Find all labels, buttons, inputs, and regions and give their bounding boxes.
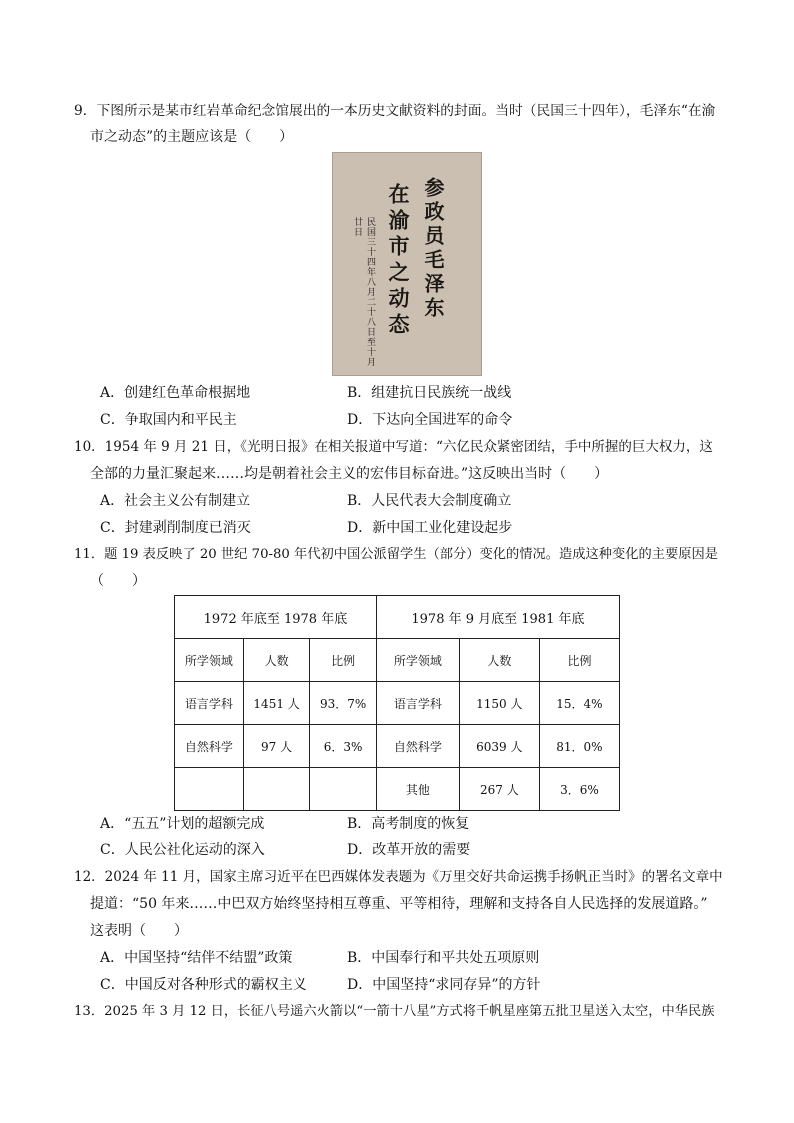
q10-option-c[interactable]: C．封建剥削制度已消灭 [100,520,251,536]
q12-stem-line2: 提道：“50 年来……中巴双方始终坚持相互尊重、平等相待，理解和支持各自人民选择的发展道路。” [90,896,708,912]
table-cell: 1150 人 [459,682,539,725]
q12-option-d[interactable]: D．中国坚持“求同存异”的方针 [347,977,541,993]
cover-title-col1: 参政员毛泽东 [421,177,445,321]
q11-option-d[interactable]: D．改革开放的需要 [347,842,471,858]
table-row [175,682,620,725]
table-header-row [175,639,620,682]
students-table [174,595,620,811]
table-cell: 自然科学 [376,725,459,768]
table-header-cell: 比例 [310,639,377,682]
table-cell: 其他 [376,768,459,811]
q11-stem-line1: 11．题 19 表反映了 20 世纪 70-80 年代初中国公派留学生（部分）变化的情况。造成这种变化的主要原因是 [74,547,719,562]
table-header-cell: 比例 [539,639,619,682]
q12-stem-line1: 12．2024 年 11 月，国家主席习近平在巴西媒体发表题为《万里交好共命运携手扬帆正当时》的署名文章中 [74,869,723,885]
table-cell: 267 人 [459,768,539,811]
q11-stem-line2: （ ） [90,573,146,589]
q10-option-b[interactable]: B．人民代表大会制度确立 [347,493,512,509]
q12-option-c[interactable]: C．中国反对各种形式的霸权主义 [100,977,307,993]
table-cell [175,768,244,811]
q10-option-d[interactable]: D．新中国工业化建设起步 [347,520,513,536]
table-cell: 6039 人 [459,725,539,768]
q10-stem-line2: 全部的力量汇聚起来……均是朝着社会主义的宏伟目标奋进。”这反映出当时（ ） [90,466,609,482]
table-cell: 15．4% [539,682,619,725]
table-cell: 语言学科 [175,682,244,725]
q12-stem-line3: 这表明（ ） [90,923,188,939]
q9-option-d[interactable]: D．下达向全国进军的命令 [347,412,513,428]
table-cell [310,768,377,811]
table-period-1: 1972 年底至 1978 年底 [175,596,377,639]
cover-date-col: 民国三十四年八月二十八日至十月廿日 [352,217,375,367]
table-cell: 自然科学 [175,725,244,768]
table-header-cell: 人数 [243,639,310,682]
table-cell: 93．7% [310,682,377,725]
q11-option-a[interactable]: A．“五五”计划的超额完成 [100,816,265,832]
table-cell: 3．6% [539,768,619,811]
q12-option-b[interactable]: B．中国奉行和平共处五项原则 [347,950,540,966]
table-row [175,725,620,768]
table-row [175,768,620,811]
table-header-cell: 人数 [459,639,539,682]
table-cell: 语言学科 [376,682,459,725]
q12-option-a[interactable]: A．中国坚持“结伴不结盟”政策 [100,950,293,966]
table-cell: 1451 人 [243,682,310,725]
table-header-cell: 所学领域 [376,639,459,682]
q9-option-a[interactable]: A．创建红色革命根据地 [100,385,251,401]
book-cover-image [332,152,482,376]
q9-option-c[interactable]: C．争取国内和平民主 [100,412,237,428]
q11-option-c[interactable]: C．人民公社化运动的深入 [100,842,265,858]
cover-title-col2: 在渝市之动态 [386,183,411,339]
q9-stem-line2: 市之动态”的主题应该是（ ） [90,129,294,145]
q10-option-a[interactable]: A．社会主义公有制建立 [100,493,251,509]
table-header-cell: 所学领域 [175,639,244,682]
q13-stem-line1: 13．2025 年 3 月 12 日，长征八号遥六火箭以“一箭十八星”方式将千帆星座第五批卫星送入太空，中华民族 [74,1004,715,1019]
table-cell: 81．0% [539,725,619,768]
q9-stem-line1: 9．下图所示是某市红岩革命纪念馆展出的一本历史文献资料的封面。当时（民国三十四年），毛泽东“在渝 [74,103,716,119]
q11-option-b[interactable]: B．高考制度的恢复 [347,816,470,832]
table-period-2: 1978 年 9 月底至 1981 年底 [376,596,619,639]
q9-option-b[interactable]: B．组建抗日民族统一战线 [347,385,512,401]
table-cell: 97 人 [243,725,310,768]
q10-stem-line1: 10．1954 年 9 月 21 日，《光明日报》在相关报道中写道：“六亿民众紧密团结，手中所握的巨大权力，这 [74,439,713,455]
table-cell: 6．3% [310,725,377,768]
table-cell [243,768,310,811]
